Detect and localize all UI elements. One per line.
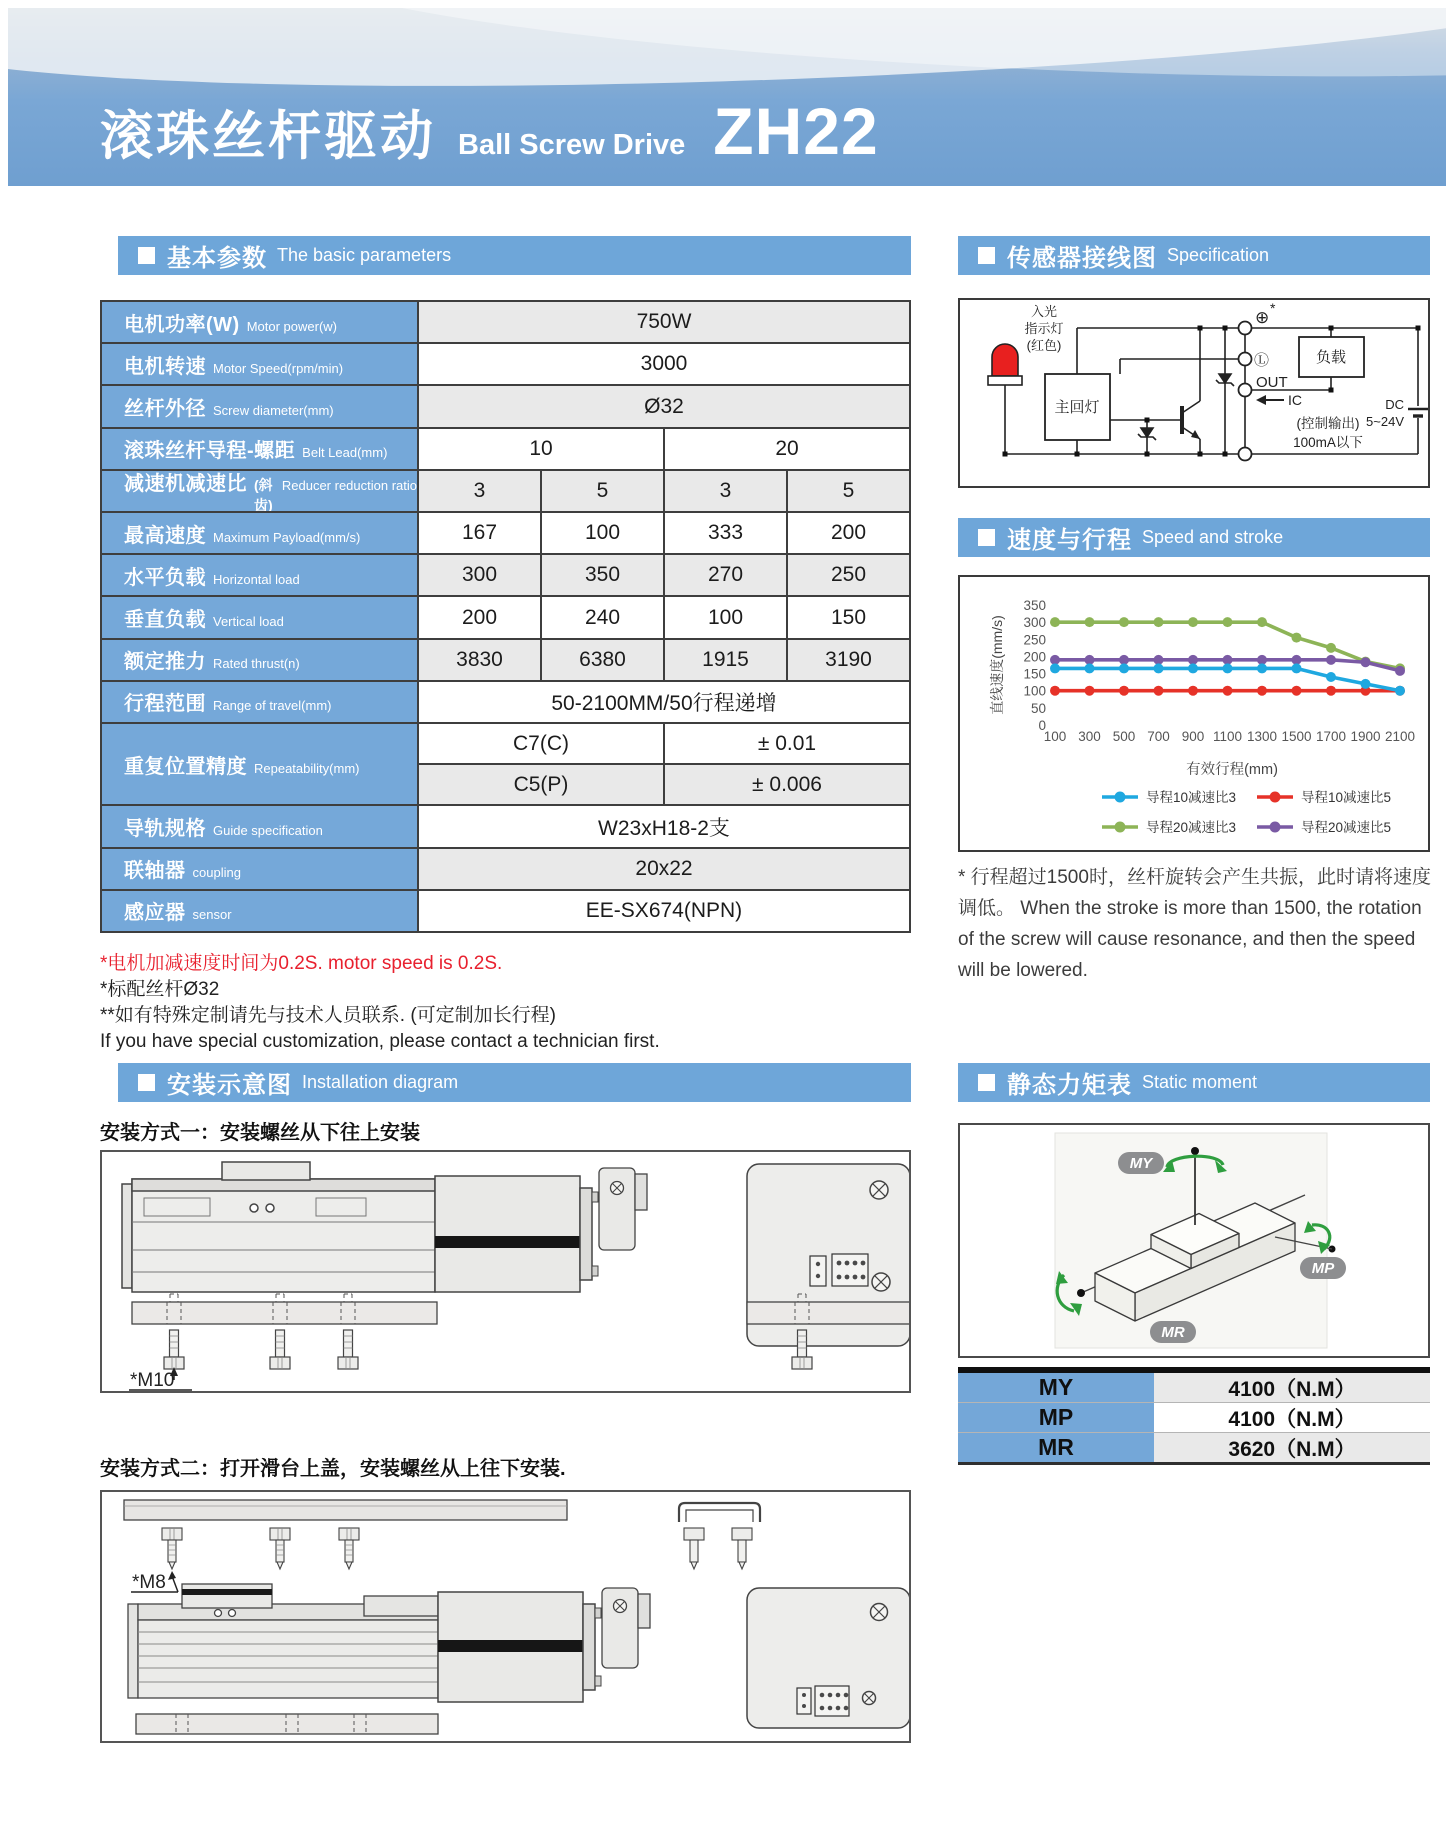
section-title-en: Static moment	[1142, 1072, 1258, 1092]
chart-point	[1326, 655, 1336, 665]
section-marker-icon	[978, 1074, 995, 1091]
cell-value: 10	[529, 436, 553, 460]
row-label-cn-sub: (斜齿)	[254, 476, 273, 513]
section-title-en: The basic parameters	[277, 245, 452, 265]
my-label: MY	[1129, 1155, 1153, 1172]
row-label-cn: 丝杆外径	[124, 398, 206, 420]
mounting-plates	[132, 1302, 909, 1324]
row-label-text	[124, 896, 232, 925]
value-subrow	[419, 682, 909, 722]
row-label-en: coupling	[192, 865, 241, 881]
cell-value: 5	[786, 471, 909, 511]
plus-terminal-label: ⊕	[1255, 308, 1270, 327]
actuator-side-view-2	[128, 1584, 438, 1698]
row-label-text	[124, 392, 334, 421]
note-line: If you have special customization, please contact a technician first.	[100, 1031, 660, 1052]
row-label-en: Motor Speed(rpm/min)	[213, 360, 344, 376]
section-basic-params	[118, 236, 911, 275]
cell-value: 270	[663, 555, 786, 595]
table-row	[102, 553, 909, 595]
note-line: **如有特殊定制请先与技术人员联系. (可定制加长行程)	[100, 1005, 557, 1026]
row-values	[419, 849, 909, 889]
m10-label: *M10	[130, 1370, 175, 1391]
static-row-value: 4100（N.M）	[1154, 1403, 1430, 1432]
cell-value: 3	[663, 471, 786, 511]
cell-value: 50-2100MM/50行程递增	[551, 691, 777, 715]
battery-icon	[1408, 409, 1428, 416]
section-installation	[118, 1063, 911, 1102]
cover-handle	[679, 1503, 760, 1522]
note-line: *标配丝杆Ø32	[100, 979, 220, 1000]
speed-stroke-note	[958, 862, 1436, 986]
value-subrow	[419, 806, 909, 846]
motor-block-2	[438, 1592, 601, 1702]
bottom-plate-2	[136, 1714, 438, 1734]
dc-label: DC	[1385, 397, 1404, 412]
value-subrow	[419, 555, 909, 595]
value-subrow	[419, 763, 909, 804]
chart-point	[1119, 663, 1129, 673]
row-label-text	[124, 308, 337, 337]
row-label-text	[124, 854, 241, 883]
row-label-cn: 减速机减速比	[124, 472, 247, 495]
chart-point	[1292, 633, 1302, 643]
chart-point	[1395, 666, 1405, 676]
current-limit-label: 100mA以下	[1293, 435, 1363, 450]
page-title	[100, 93, 879, 170]
axis-dot	[1077, 1289, 1085, 1297]
legend-label: 导程20减速比5	[1301, 820, 1392, 835]
led-label-line3: (红色)	[1026, 338, 1062, 353]
footnotes	[100, 951, 660, 1055]
y-tick-label: 0	[1038, 718, 1046, 733]
cell-value: 200	[786, 513, 909, 553]
value-subrow	[419, 513, 909, 553]
chart-point	[1257, 617, 1267, 627]
x-tick-label: 300	[1078, 729, 1101, 744]
dc-voltage-label: 5~24V	[1366, 414, 1404, 429]
row-values	[419, 302, 909, 342]
legend-label: 导程20减速比3	[1146, 820, 1237, 835]
row-label	[102, 806, 419, 846]
value-subrow	[419, 386, 909, 426]
row-label	[102, 724, 419, 804]
led-icon	[988, 344, 1022, 385]
cell-value: 240	[540, 597, 663, 637]
row-values	[419, 344, 909, 384]
cell-value: 3190	[786, 640, 909, 680]
value-subrow	[419, 429, 909, 469]
chart-point	[1188, 617, 1198, 627]
legend-label: 导程10减速比5	[1301, 790, 1392, 805]
chart-point	[1361, 657, 1371, 667]
m8-label: *M8	[132, 1572, 166, 1593]
value-subrow	[419, 891, 909, 931]
chart-point	[1085, 617, 1095, 627]
legend-label: 导程10减速比3	[1146, 790, 1237, 805]
section-marker-icon	[978, 529, 995, 546]
led-label-line2: 指示灯	[1024, 321, 1064, 336]
row-label-cn: 最高速度	[124, 524, 206, 547]
y-tick-label: 200	[1023, 649, 1046, 665]
row-label-cn: 滚珠丝杆导程-螺距	[124, 440, 296, 463]
x-tick-label: 700	[1147, 729, 1170, 744]
install-mode2-text: 安装方式二：打开滑台上盖，安装螺丝从上往下安装.	[100, 1458, 566, 1480]
row-label	[102, 849, 419, 889]
cell-value: C7(C)	[513, 731, 569, 755]
row-values	[419, 806, 909, 846]
legend-dot	[1115, 822, 1126, 833]
chart-point	[1361, 679, 1371, 689]
section-title-cn: 基本参数	[167, 245, 267, 272]
row-values	[419, 386, 909, 426]
table-row	[102, 847, 909, 889]
table-row	[102, 427, 909, 469]
section-title-en: Specification	[1167, 245, 1270, 265]
section-marker-icon	[978, 247, 995, 264]
out-label: OUT	[1256, 374, 1288, 391]
main-circuit-label: 主回灯	[1054, 399, 1100, 416]
table-row	[102, 511, 909, 553]
row-label-cn: 联轴器	[124, 860, 186, 883]
table-row	[102, 638, 909, 680]
ic-label: IC	[1288, 392, 1302, 408]
chart-point	[1326, 672, 1336, 682]
speed-note-en: When the stroke is more than 1500, the rotation of the screw will cause resonance, and then the speed will be lowered.	[958, 898, 1422, 981]
cell-value: 20	[663, 429, 909, 469]
chart-point	[1085, 655, 1095, 665]
chart-point	[1326, 643, 1336, 653]
install-mode1-text: 安装方式一：安装螺丝从下往上安装	[100, 1122, 420, 1144]
y-axis-label: 直线速度(mm/s)	[989, 615, 1005, 715]
row-label-en: Rated thrust(n)	[213, 656, 300, 672]
chart-point	[1050, 655, 1060, 665]
mr-label: MR	[1161, 1324, 1185, 1341]
row-label-en: sensor	[192, 907, 232, 923]
value-subrow	[419, 597, 909, 637]
chart-point	[1292, 663, 1302, 673]
chart-point	[1257, 663, 1267, 673]
cell-value: 150	[786, 597, 909, 637]
cell-value: 350	[540, 555, 663, 595]
x-tick-label: 500	[1112, 729, 1136, 744]
row-label-text	[124, 812, 323, 841]
cell-value: ± 0.006	[663, 765, 909, 804]
cell-value: 100	[663, 597, 786, 637]
x-tick-label: 2100	[1384, 729, 1416, 744]
chart-point	[1050, 663, 1060, 673]
row-label-en: Repeatability(mm)	[254, 760, 360, 776]
chart-point	[1188, 655, 1198, 665]
row-label	[102, 386, 419, 426]
table-row	[102, 302, 909, 342]
top-screws	[162, 1528, 752, 1569]
cell-value: 750W	[636, 310, 692, 334]
chart-point	[1154, 617, 1164, 627]
sensor-bracket	[599, 1168, 647, 1250]
row-label-en: Range of travel(mm)	[213, 698, 332, 714]
static-table-row	[958, 1432, 1430, 1462]
value-subrow	[419, 302, 909, 342]
row-values	[419, 682, 909, 722]
row-label-text	[124, 645, 300, 674]
static-row-label: MR	[958, 1433, 1154, 1462]
section-title-en: Installation diagram	[302, 1072, 459, 1092]
chart-point	[1188, 663, 1198, 673]
cell-value: 250	[786, 555, 909, 595]
speed-stroke-chart	[958, 575, 1430, 852]
row-values	[419, 640, 909, 680]
table-row	[102, 804, 909, 846]
row-label-en: Belt Lead(mm)	[302, 445, 388, 461]
row-label-text	[124, 350, 343, 379]
row-label-cn: 额定推力	[124, 651, 206, 674]
row-label-text	[124, 434, 387, 463]
chart-point	[1257, 686, 1267, 696]
table-row	[102, 469, 909, 511]
row-values	[419, 513, 909, 553]
table-row	[102, 342, 909, 384]
chart-point	[1050, 617, 1060, 627]
static-table-row	[958, 1402, 1430, 1432]
y-tick-label: 50	[1030, 700, 1046, 716]
cell-value: 3830	[456, 647, 503, 671]
table-row	[102, 384, 909, 426]
cell-value: Ø32	[644, 394, 684, 418]
row-label	[102, 597, 419, 637]
chart-point	[1119, 655, 1129, 665]
y-tick-label: 300	[1023, 615, 1046, 631]
row-label	[102, 302, 419, 342]
chart-point	[1085, 686, 1095, 696]
x-axis-label: 有效行程(mm)	[1186, 762, 1278, 778]
cell-value: W23xH18-2支	[598, 816, 730, 840]
x-tick-label: 900	[1181, 729, 1205, 744]
section-title-cn: 静态力矩表	[1007, 1072, 1132, 1099]
cell-value: 300	[461, 563, 498, 587]
x-tick-label: 100	[1043, 729, 1067, 744]
row-label-en: Screw diameter(mm)	[213, 403, 334, 418]
y-tick-label: 350	[1023, 598, 1046, 613]
legend-dot	[1115, 792, 1126, 803]
cover-handle-inner	[686, 1510, 753, 1522]
row-label-cn: 电机转速	[124, 355, 206, 378]
mounting-screws	[164, 1330, 812, 1369]
row-values	[419, 597, 909, 637]
axis-dot	[1191, 1147, 1199, 1155]
row-label-text	[124, 603, 284, 632]
legend-dot	[1270, 822, 1281, 833]
row-label-text	[124, 519, 360, 548]
cell-value: 3000	[640, 352, 688, 376]
static-row-value: 3620（N.M）	[1154, 1433, 1430, 1462]
plus-star-label: *	[1270, 300, 1276, 316]
mp-label: MP	[1311, 1260, 1335, 1277]
section-title-cn: 传感器接线图	[1007, 245, 1157, 272]
row-values	[419, 555, 909, 595]
chart-point	[1326, 686, 1336, 696]
speed-note-cn: * 行程超过1500时，丝杆旋转会产生共振，此时请将速度调低。	[958, 867, 1431, 919]
basic-params-table	[100, 300, 911, 933]
section-title-cn: 安装示意图	[167, 1072, 292, 1099]
x-tick-label: 1500	[1281, 729, 1312, 744]
row-label	[102, 513, 419, 553]
x-tick-label: 1700	[1315, 729, 1347, 744]
row-label	[102, 640, 419, 680]
section-sensor-wiring	[958, 236, 1430, 275]
y-tick-label: 250	[1023, 632, 1046, 648]
section-title-cn: 速度与行程	[1007, 527, 1132, 554]
page-title-cn: 滚珠丝杆驱动	[100, 107, 436, 166]
cell-value: C5(P)	[513, 772, 569, 796]
value-subrow	[419, 344, 909, 384]
cell-value: 20x22	[635, 856, 693, 880]
model-number: ZH22	[713, 94, 879, 168]
row-label-text	[124, 750, 359, 779]
legend-dot	[1270, 792, 1281, 803]
chart-point	[1154, 663, 1164, 673]
page-banner	[8, 8, 1446, 186]
table-row	[102, 595, 909, 637]
row-label-en: Motor power(w)	[246, 318, 337, 334]
installation-diagram-2	[100, 1490, 911, 1743]
cell-value: 1915	[663, 640, 786, 680]
section-marker-icon	[138, 1074, 155, 1091]
chart-point	[1154, 655, 1164, 665]
chart-point	[1292, 686, 1302, 696]
cell-value: EE-SX674(NPN)	[585, 898, 743, 922]
row-label-cn: 感应器	[124, 902, 186, 925]
table-row	[102, 680, 909, 722]
section-marker-icon	[138, 247, 155, 264]
cell-value: 3	[473, 478, 486, 502]
installation-diagram-1	[100, 1150, 911, 1393]
row-label-text	[124, 467, 417, 515]
static-row-value: 4100（N.M）	[1154, 1373, 1430, 1402]
row-label	[102, 429, 419, 469]
row-label	[102, 682, 419, 722]
cell-value: 100	[540, 513, 663, 553]
x-tick-label: 1100	[1212, 729, 1243, 744]
chart-point	[1223, 617, 1233, 627]
control-output-label: (控制输出)	[1296, 416, 1360, 431]
row-label-cn: 重复位置精度	[124, 755, 247, 778]
motor-block	[435, 1176, 598, 1292]
actuator-side-view	[122, 1162, 435, 1292]
cell-value: ± 0.01	[663, 724, 909, 763]
chart-point	[1154, 686, 1164, 696]
load-label: 负载	[1315, 349, 1347, 366]
static-row-label: MY	[958, 1373, 1154, 1402]
row-label-text	[124, 687, 331, 716]
chart-point	[1119, 686, 1129, 696]
row-label	[102, 344, 419, 384]
sensor-bracket-2	[602, 1588, 650, 1668]
page-title-en: Ball Screw Drive	[458, 129, 686, 161]
sensor-wiring-diagram	[958, 298, 1430, 488]
chart-point	[1395, 686, 1405, 696]
chart-point	[1292, 655, 1302, 665]
top-cover-plate	[124, 1500, 567, 1520]
cell-value: 333	[663, 513, 786, 553]
static-row-label: MP	[958, 1403, 1154, 1432]
chart-point	[1223, 663, 1233, 673]
y-tick-label: 150	[1023, 666, 1046, 682]
row-values	[419, 891, 909, 931]
value-subrow	[419, 724, 909, 763]
chart-point	[1223, 655, 1233, 665]
row-label-cn: 行程范围	[124, 693, 206, 716]
m10-callout	[129, 1367, 192, 1391]
connector-icons	[810, 1254, 868, 1286]
row-label-cn: 垂直负载	[124, 609, 206, 632]
section-title-en: Speed and stroke	[1142, 527, 1284, 547]
row-label	[102, 891, 419, 931]
section-speed-stroke	[958, 518, 1430, 557]
ic-arrow-icon	[1256, 395, 1284, 405]
row-label-cn: 导轨规格	[124, 818, 206, 841]
value-subrow	[419, 640, 909, 680]
row-label-cn: 电机功率(W)	[124, 313, 240, 336]
m8-callout	[131, 1571, 178, 1593]
x-tick-label: 1900	[1350, 729, 1381, 744]
static-moment-table	[958, 1367, 1430, 1465]
row-values	[419, 429, 909, 469]
cell-value: 167	[461, 521, 498, 545]
chart-point	[1223, 686, 1233, 696]
row-label-en: Vertical load	[213, 614, 284, 630]
cell-value: 6380	[540, 640, 663, 680]
x-tick-label: 1300	[1246, 729, 1278, 744]
table-row	[102, 889, 909, 931]
led-label-line1: 入光	[1030, 304, 1058, 319]
static-moment-diagram	[958, 1123, 1430, 1358]
row-label	[102, 555, 419, 595]
row-values	[419, 471, 909, 511]
y-tick-label: 100	[1023, 683, 1046, 699]
cell-value: 5	[540, 471, 663, 511]
row-label-en: Guide specification	[213, 823, 323, 839]
row-label-cn: 水平负载	[124, 566, 206, 589]
connector-icons-2	[797, 1686, 849, 1716]
row-label-en: Maximum Payload(mm/s)	[213, 529, 361, 545]
row-label-text	[124, 561, 300, 590]
chart-point	[1119, 617, 1129, 627]
chart-point	[1257, 655, 1267, 665]
row-values	[419, 724, 909, 804]
row-label-en: Horizontal load	[213, 571, 300, 587]
cell-value: 200	[461, 605, 498, 629]
chart-point	[1085, 663, 1095, 673]
chart-point	[1050, 686, 1060, 696]
note-line: *电机加减速度时间为0.2S. motor speed is 0.2S.	[100, 953, 503, 974]
row-label-en: Reducer reduction ratio	[281, 477, 417, 493]
value-subrow	[419, 849, 909, 889]
section-static-moment	[958, 1063, 1430, 1102]
chart-point	[1188, 686, 1198, 696]
static-table-row	[958, 1373, 1430, 1402]
row-label	[102, 471, 419, 511]
table-row	[102, 722, 909, 804]
value-subrow	[419, 471, 909, 511]
l-terminal-label: Ⓛ	[1254, 352, 1270, 369]
